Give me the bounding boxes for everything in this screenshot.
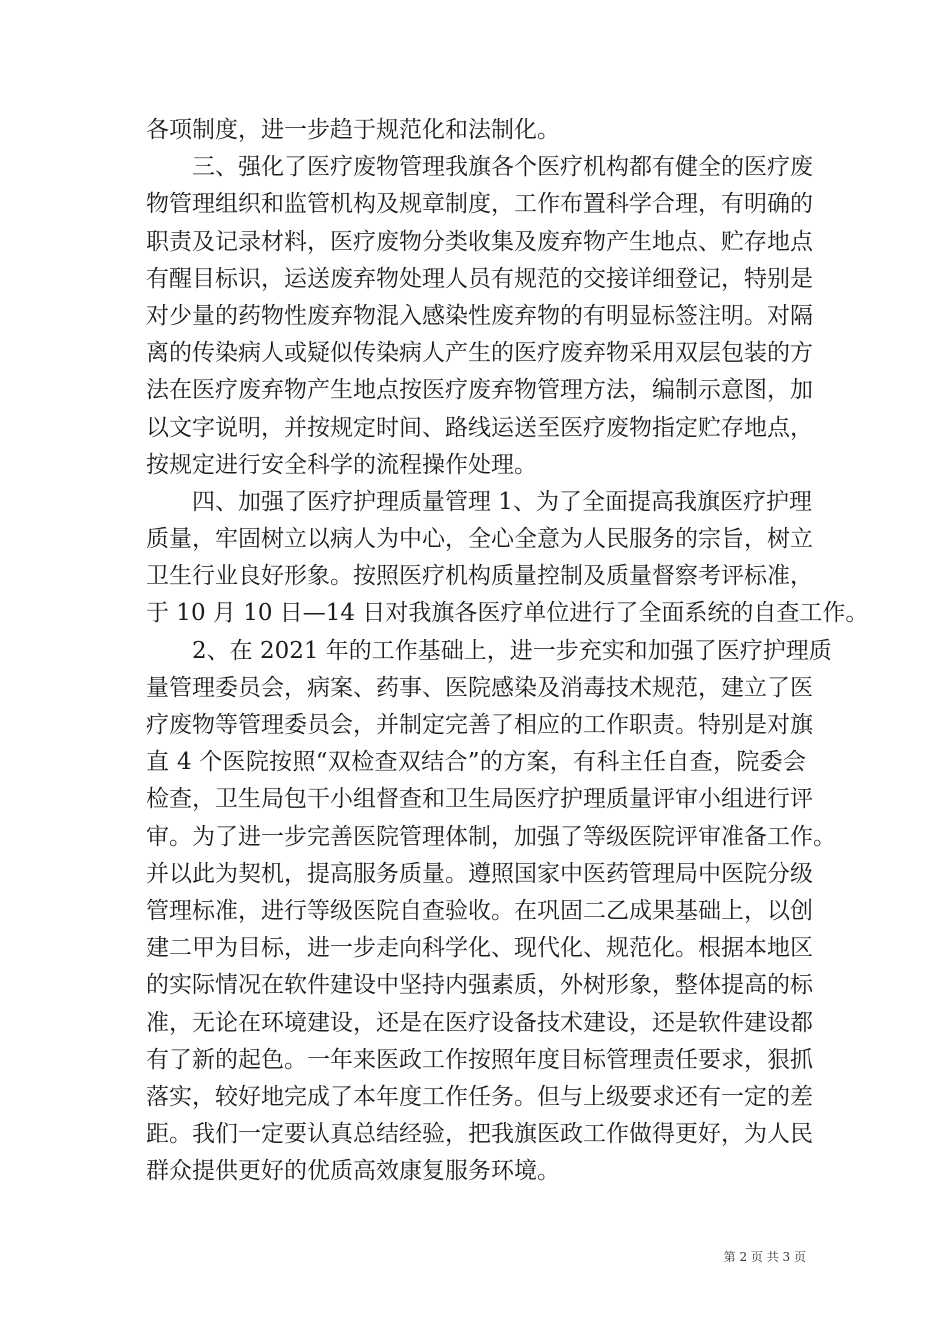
text-line: 审。为了进一步完善医院管理体制，加强了等级医院评审准备工作。 [146, 823, 836, 850]
text-line: 群众提供更好的优质高效康复服务环境。 [146, 1158, 560, 1185]
text-line: 于 10 月 10 日—14 日对我旗各医疗单位进行了全面系统的自查工作。 [146, 600, 869, 627]
text-line: 离的传染病人或疑似传染病人产生的医疗废弃物采用双层包装的方 [146, 340, 813, 367]
text-line: 并以此为契机，提高服务质量。遵照国家中医药管理局中医院分级 [146, 860, 813, 887]
text-line: 按规定进行安全科学的流程操作处理。 [146, 451, 537, 478]
text-line: 直 4 个医院按照“双检查双结合”的方案，有科主任自查，院委会 [146, 749, 806, 776]
text-line: 职责及记录材料，医疗废物分类收集及废弃物产生地点、贮存地点 [146, 228, 813, 255]
text-line: 各项制度，进一步趋于规范化和法制化。 [146, 117, 560, 143]
text-line: 量管理委员会，病案、药事、医院感染及消毒技术规范，建立了医 [146, 674, 813, 701]
text-line: 有醒目标识，运送废弃物处理人员有规范的交接详细登记，特别是 [146, 265, 813, 292]
text-line: 检查，卫生局包干小组督查和卫生局医疗护理质量评审小组进行评 [146, 786, 813, 813]
text-line: 卫生行业良好形象。按照医疗机构质量控制及质量督察考评标准， [146, 563, 813, 590]
text-line: 四、加强了医疗护理质量管理 1、为了全面提高我旗医疗护理 [192, 488, 812, 515]
text-line: 的实际情况在软件建设中坚持内强素质，外树形象，整体提高的标 [146, 972, 813, 999]
text-line: 准，无论在环境建设，还是在医疗设备技术建设，还是软件建设都 [146, 1009, 813, 1036]
text-line: 质量，牢固树立以病人为中心，全心全意为人民服务的宗旨，树立 [146, 526, 813, 553]
text-line: 对少量的药物性废弃物混入感染性废弃物的有明显标签注明。对隔 [146, 302, 813, 329]
text-line: 距。我们一定要认真总结经验，把我旗医政工作做得更好，为人民 [146, 1121, 813, 1148]
text-line: 2、在 2021 年的工作基础上，进一步充实和加强了医疗护理质 [192, 637, 832, 664]
text-line: 有了新的起色。一年来医政工作按照年度目标管理责任要求，狠抓 [146, 1046, 813, 1073]
text-line: 建二甲为目标，进一步走向科学化、现代化、规范化。根据本地区 [146, 935, 813, 962]
text-line: 疗废物等管理委员会，并制定完善了相应的工作职责。特别是对旗 [146, 712, 813, 738]
page-number-footer: 第 2 页 共 3 页 [723, 1250, 806, 1264]
text-line: 管理标准，进行等级医院自查验收。在巩固二乙成果基础上，以创 [146, 897, 813, 924]
text-line: 以文字说明，并按规定时间、路线运送至医疗废物指定贮存地点， [146, 414, 813, 441]
text-line: 三、强化了医疗废物管理我旗各个医疗机构都有健全的医疗废 [192, 154, 813, 181]
text-line: 物管理组织和监管机构及规章制度，工作布置科学合理，有明确的 [146, 191, 813, 218]
body-text [146, 112, 869, 1190]
text-line: 法在医疗废弃物产生地点按医疗废弃物管理方法，编制示意图，加 [146, 377, 813, 404]
text-line: 落实，较好地完成了本年度工作任务。但与上级要求还有一定的差 [146, 1083, 813, 1110]
